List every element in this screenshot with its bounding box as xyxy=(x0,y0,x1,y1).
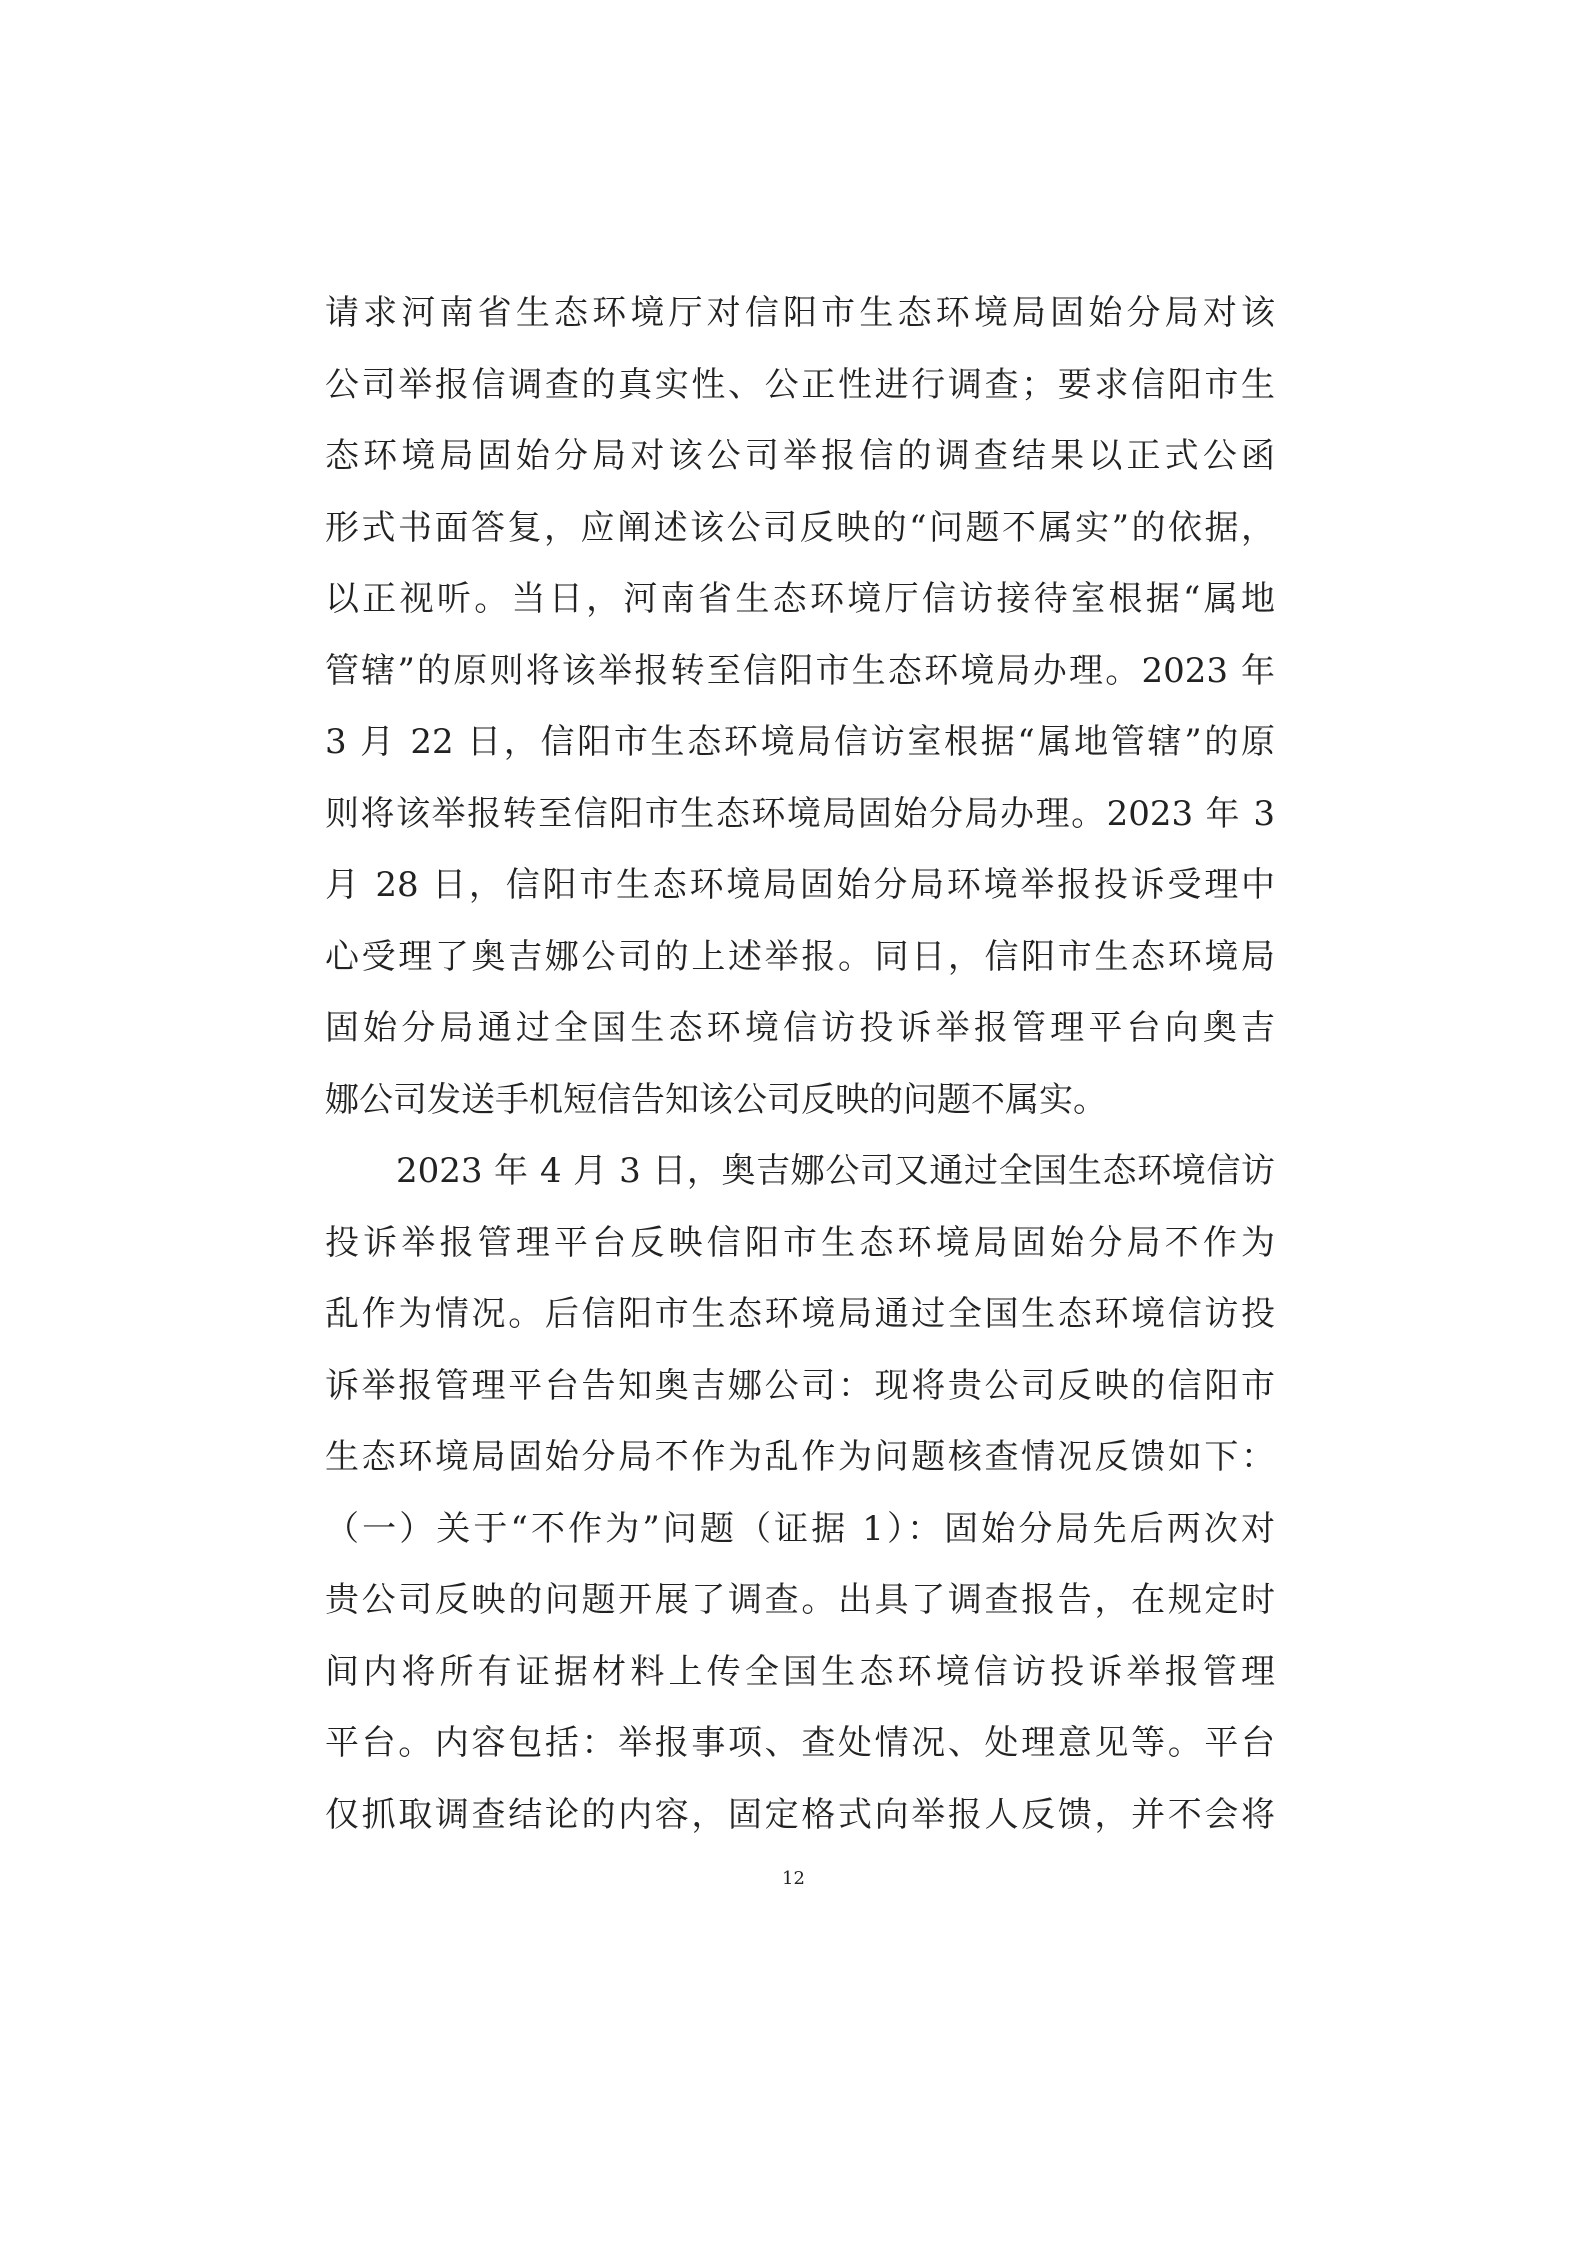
text-line: 态环境局固始分局对该公司举报信的调查结果以正式公函 xyxy=(325,436,1275,476)
text-line: 月 28 日，信阳市生态环境局固始分局环境举报投诉受理中 xyxy=(325,865,1275,905)
text-line: 仅抓取调查结论的内容，固定格式向举报人反馈，并不会将 xyxy=(325,1794,1275,1835)
text-line: 生态环境局固始分局不作为乱作为问题核查情况反馈如下： xyxy=(325,1437,1275,1477)
body-text xyxy=(325,278,1275,1851)
text-line: （一）关于“不作为”问题（证据 1）：固始分局先后两次对 xyxy=(325,1508,1275,1549)
paragraph-end-line: 娜公司发送手机短信告知该公司反映的问题不属实。 xyxy=(325,1079,1107,1120)
text-line: 投诉举报管理平台反映信阳市生态环境局固始分局不作为 xyxy=(325,1222,1275,1263)
text-line: 公司举报信调查的真实性、公正性进行调查；要求信阳市生 xyxy=(325,364,1275,405)
text-line: 诉举报管理平台告知奥吉娜公司：现将贵公司反映的信阳市 xyxy=(325,1365,1275,1406)
text-line: 则将该举报转至信阳市生态环境局固始分局办理。2023 年 3 xyxy=(325,793,1275,834)
text-line: 管辖”的原则将该举报转至信阳市生态环境局办理。2023 年 xyxy=(325,650,1275,691)
text-line: 间内将所有证据材料上传全国生态环境信访投诉举报管理 xyxy=(325,1651,1275,1692)
text-line: 平台。内容包括：举报事项、查处情况、处理意见等。平台 xyxy=(325,1723,1275,1763)
text-line: 心受理了奥吉娜公司的上述举报。同日，信阳市生态环境局 xyxy=(325,936,1275,977)
text-line: 贵公司反映的问题开展了调查。出具了调查报告，在规定时 xyxy=(325,1580,1275,1620)
text-line: 形式书面答复，应阐述该公司反映的“问题不属实”的依据， xyxy=(325,507,1275,548)
text-line: 乱作为情况。后信阳市生态环境局通过全国生态环境信访投 xyxy=(325,1294,1275,1334)
page-number: 12 xyxy=(782,1868,805,1889)
paragraph-start-line: 2023 年 4 月 3 日，奥吉娜公司又通过全国生态环境信访 xyxy=(396,1151,1275,1191)
text-line: 请求河南省生态环境厅对信阳市生态环境局固始分局对该 xyxy=(325,293,1275,333)
text-line: 固始分局通过全国生态环境信访投诉举报管理平台向奥吉 xyxy=(325,1008,1275,1048)
text-line: 以正视听。当日，河南省生态环境厅信访接待室根据“属地 xyxy=(325,579,1275,619)
text-line: 3 月 22 日，信阳市生态环境局信访室根据“属地管辖”的原 xyxy=(325,722,1275,762)
